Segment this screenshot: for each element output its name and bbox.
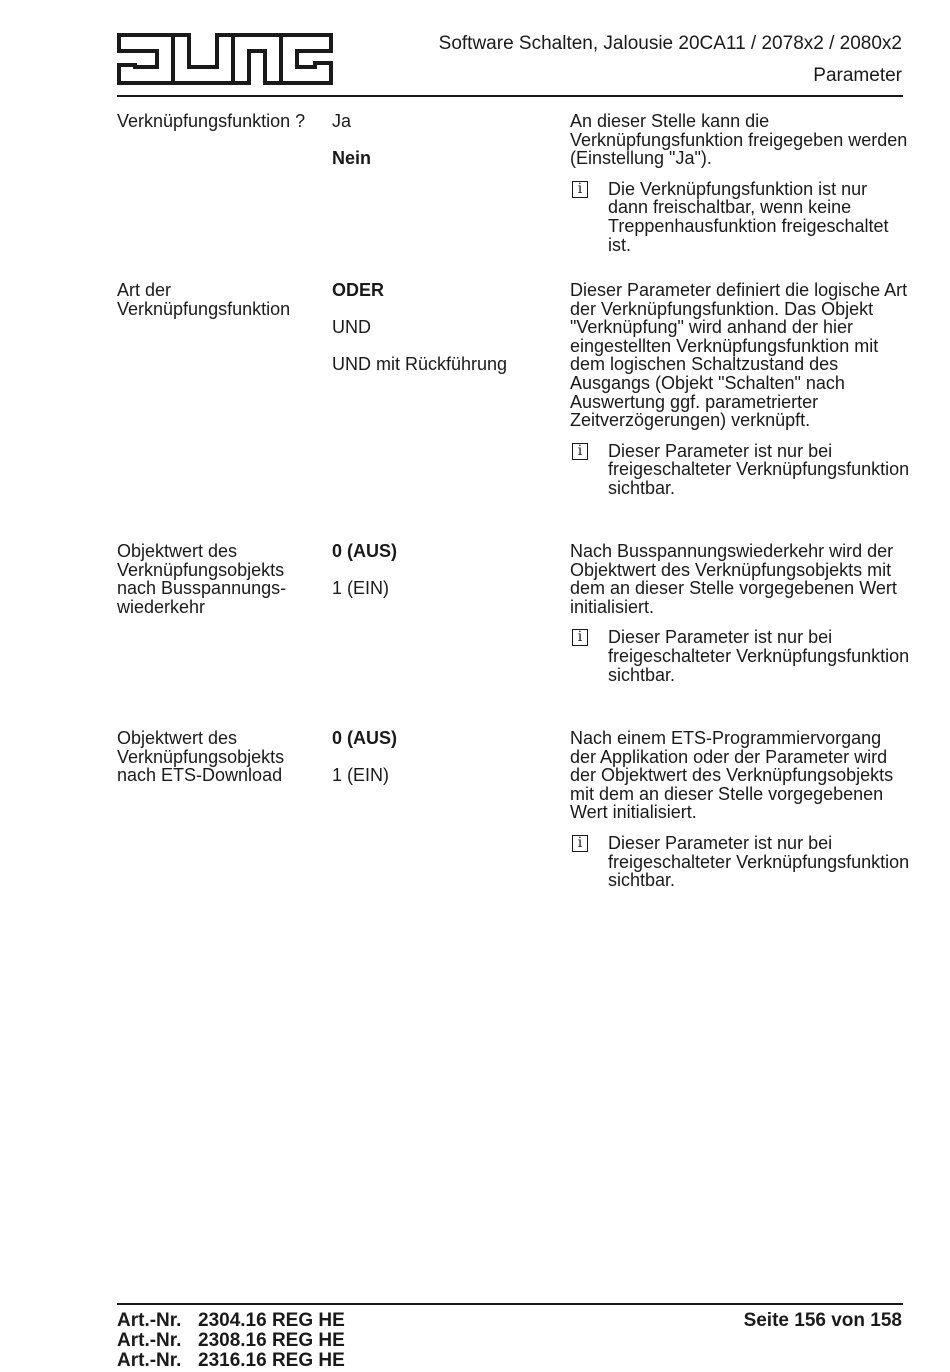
option-default: ODER <box>332 280 385 300</box>
info-icon: i <box>572 629 588 646</box>
article-number-value: 2316.16 REG HE <box>198 1350 345 1371</box>
parameter-description: An dieser Stelle kann die Verknüpfungsfunktion freigegeben werden (Einstellung "Ja"). <box>570 111 908 169</box>
parameter-name: Objektwert des Verknüpfungsobjekts nach ETS-Download <box>117 728 285 786</box>
parameter-options <box>332 729 562 803</box>
option: 1 (EIN) <box>332 765 390 786</box>
header-divider <box>117 95 903 97</box>
parameter-name: Art der Verknüpfungsfunktion <box>117 280 291 319</box>
option: Ja <box>332 111 352 131</box>
page-number: Seite 156 von 158 <box>743 1310 902 1331</box>
parameter-description-cell <box>570 281 910 498</box>
article-number-label: Art.-Nr. <box>117 1350 182 1371</box>
info-note <box>570 442 910 498</box>
article-number-label: Art.-Nr. <box>117 1310 182 1331</box>
parameter-description: Nach Busspannungswiederkehr wird der Objektwert des Verknüpfungsobjekts mit dem an dieser Stelle vorgegebenen Wert initialisiert. <box>570 541 897 617</box>
document-title: Software Schalten, Jalousie 20CA11 / 2078x2 / 2080x2 <box>438 33 902 54</box>
info-note-text: Dieser Parameter ist nur bei freigeschalteter Verknüpfungsfunktion sichtbar. <box>608 832 910 891</box>
option-default: 0 (AUS) <box>332 541 398 561</box>
parameter-options <box>332 542 562 616</box>
parameter-name: Verknüpfungsfunktion ? <box>117 111 306 131</box>
option: 1 (EIN) <box>332 578 390 599</box>
jung-logo <box>117 33 333 85</box>
info-icon: i <box>572 443 588 460</box>
info-icon: i <box>572 835 588 852</box>
parameter-description: Dieser Parameter definiert die logische Art der Verknüpfungsfunktion. Das Objekt "Verknüpfung" wird anhand der hier eingestellten Verknüpfungsfunktion mit dem logischen Schaltzustand des Ausgangs (Objekt "Schalten" nach Auswertung ggf. parametrierter Zeitverzögerungen) verknüpft. <box>570 280 908 431</box>
info-icon: i <box>572 181 588 198</box>
info-note <box>570 834 910 890</box>
parameter-description-cell <box>570 729 910 890</box>
option-default: Nein <box>332 148 372 169</box>
parameter-name: Objektwert des Verknüpfungsobjekts nach Busspannungs- wiederkehr <box>117 541 287 617</box>
parameter-description-cell <box>570 542 910 684</box>
article-number-value: 2308.16 REG HE <box>198 1330 345 1351</box>
option: UND mit Rückführung <box>332 354 508 375</box>
info-note-text: Die Verknüpfungsfunktion ist nur dann freischaltbar, wenn keine Treppenhausfunktion freigeschaltet ist. <box>608 178 889 255</box>
article-number-label: Art.-Nr. <box>117 1330 182 1351</box>
info-note-text: Dieser Parameter ist nur bei freigeschalteter Verknüpfungsfunktion sichtbar. <box>608 627 910 685</box>
info-note <box>570 180 910 254</box>
parameter-description-cell <box>570 112 910 254</box>
parameter-options <box>332 112 562 186</box>
article-number-value: 2304.16 REG HE <box>198 1310 345 1331</box>
info-note <box>570 628 910 684</box>
parameter-options <box>332 281 562 393</box>
option-default: 0 (AUS) <box>332 728 398 748</box>
article-number <box>117 1330 345 1352</box>
footer-divider <box>117 1303 903 1305</box>
parameter-description: Nach einem ETS-Programmiervorgang der Applikation oder der Parameter wird der Objektwert des Verknüpfungsobjekts mit dem an dieser Stelle vorgegebenen Wert initialisiert. <box>570 728 894 823</box>
article-number <box>117 1310 345 1332</box>
info-note-text: Dieser Parameter ist nur bei freigeschalteter Verknüpfungsfunktion sichtbar. <box>608 440 910 498</box>
option: UND <box>332 317 371 338</box>
section-title: Parameter <box>813 65 902 86</box>
